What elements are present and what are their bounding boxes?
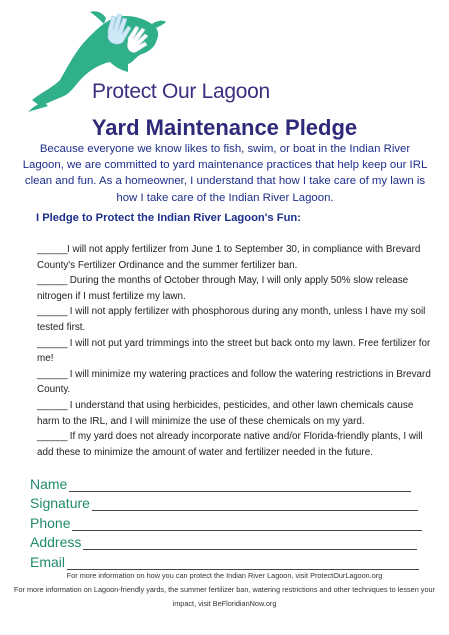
email-field [30,550,430,570]
pledge-item [37,367,433,398]
pledge-item [37,273,433,304]
field-label: Address [30,534,82,550]
pledge-blank[interactable]: ______ [37,368,67,380]
address-field [30,531,430,551]
pledge-blank[interactable]: ______ [37,306,67,318]
pledge-item [37,429,433,460]
pledge-list [37,242,433,460]
pledge-item [37,242,433,273]
pledge-blank[interactable]: ______ [37,337,67,349]
pledge-blank[interactable]: ______ [37,275,67,287]
address-input-line[interactable] [83,536,417,550]
name-field [30,472,430,492]
email-input-line[interactable] [67,556,419,570]
pledge-heading: I Pledge to Protect the Indian River Lagoon's Fun: [36,212,301,224]
field-label: Signature [30,495,90,511]
pledge-text: I understand that using herbicides, pesticides, and other lawn chemicals cause harm to the IRL, and I will minimize the use of these chemicals on my yard. [37,399,414,427]
pledge-text: I will minimize my watering practices and follow the watering restrictions in Brevard County. [37,368,431,396]
pledge-item [37,398,433,429]
pledge-text: I will not put yard trimmings into the street but back onto my lawn. Free fertilizer for me! [37,337,431,365]
field-label: Phone [30,514,71,531]
signature-input-line[interactable] [92,497,418,511]
signup-form [30,472,430,570]
phone-field [30,511,430,531]
pledge-text: I will not apply fertilizer with phosphorous during any month, unless I have my soil tested first. [37,306,426,333]
page-title: Yard Maintenance Pledge [91,115,358,140]
signature-field [30,492,430,512]
name-input-line[interactable] [69,478,411,492]
pledge-text: If my yard does not already incorporate native and/or Florida-friendly plants, I will add these to minimize the amount of water and fertilizer needed in the future. [37,431,423,458]
pledge-text: I will not apply fertilizer from June 1 to September 30, in compliance with Brevard County's Fertilizer Ordinance and the summer fertilizer ban. [37,244,421,271]
intro-paragraph: Because everyone we know likes to fish, swim, or boat in the Indian River Lagoon, we are committed to yard maintenance practices that help keep our IRL clean and fun. As a homeowner, I understand that how I take care of my lawn is how I take care of the Indian River Lagoon. [22,143,428,204]
phone-input-line[interactable] [72,517,422,531]
pledge-item [37,336,433,367]
pledge-text: During the months of October through May, I will only apply 50% slow release nitrogen if I must fertilize my lawn. [37,275,409,302]
field-label: Email [30,553,66,570]
pledge-blank[interactable]: ______ [37,399,67,411]
pledge-blank[interactable]: ______ [37,244,67,255]
pledge-item [37,304,433,335]
logo-text: Protect Our Lagoon [92,80,270,103]
field-label: Name [30,475,68,492]
footer-line-2: For more information on Lagoon-friendly yards, the summer fertilizer ban, watering restrictions and other techniques to lessen your impact, visit BeFloridianNow.org [14,585,435,608]
footer-line-1: For more information on how you can protect the Indian River Lagoon, visit ProtectOurLagoon.org [66,571,383,580]
pledge-blank[interactable]: ______ [37,431,67,443]
logo [24,8,270,114]
